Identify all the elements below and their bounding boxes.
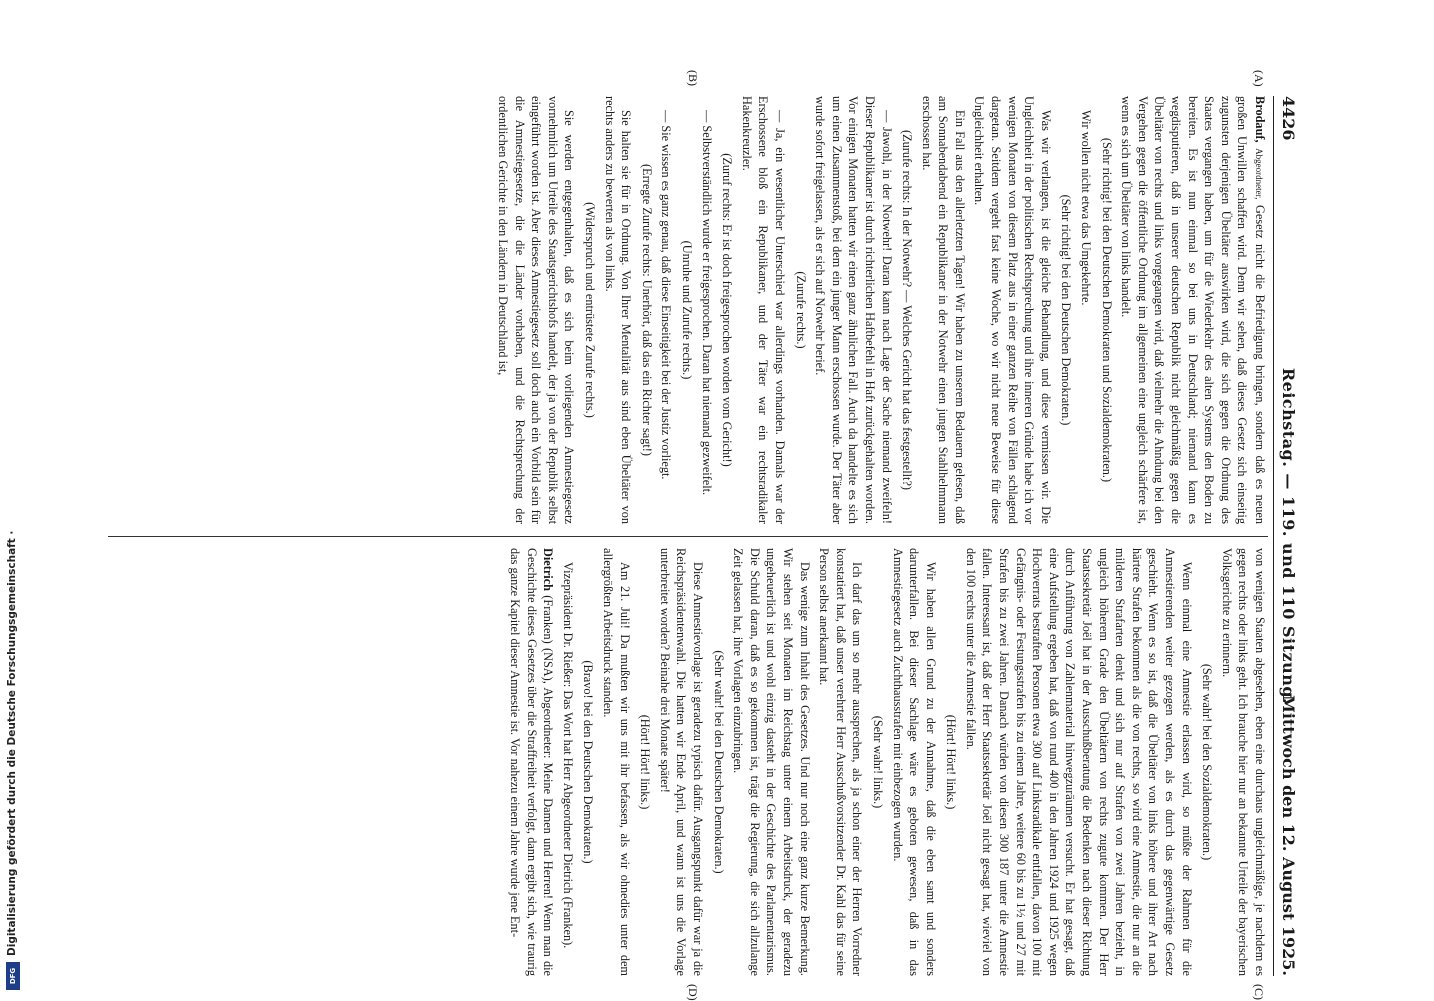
interjection: (Sehr richtig! bei den Deutschen Demokraten.) xyxy=(1059,194,1074,426)
interjection: (Zuruf rechts: Er ist doch freigesprochen worden vom Gericht!) xyxy=(720,153,735,467)
text-paragraph: Am 21. Juli! Da mußten wir uns mit ihr befassen, als wir ohnedies unter dem allergrößten Arbeitsdruck standen. xyxy=(601,548,632,976)
text-paragraph: Vizepräsident Dr. Rießer: Das Wort hat Herr Abgeordneter Dietrich (Franken). xyxy=(560,562,575,949)
interjection: (Zurufe rechts: In der Notwehr? — Welches Gericht hat das festgestellt?) xyxy=(900,129,915,491)
text-paragraph: Wir wollen nicht etwa das Umgekehrte. xyxy=(1079,110,1094,306)
interjection: (Unruhe und Zurufe rechts.) xyxy=(680,240,694,380)
speech-paragraph xyxy=(1118,96,1268,524)
interjection: (Erregte Zurufe rechts: Unerhört, daß das ein Richter sagt!) xyxy=(639,164,654,456)
interjection: (Hört! Hört! links.) xyxy=(944,714,959,810)
interjection: (Bravo! bei den Deutschen Demokraten.) xyxy=(581,660,596,864)
margin-mark-a: (A) xyxy=(1252,70,1266,87)
margin-mark-c: (C) xyxy=(1252,984,1266,1000)
interjection: (Sehr richtig! bei den Deutschen Demokraten und Sozialdemokraten.) xyxy=(1099,137,1114,483)
interjection: (Sehr wahr! bei den Deutschen Demokraten.) xyxy=(711,650,726,874)
column-divider xyxy=(108,536,1268,537)
interjection: (Widerspruch und entrüstete Zurufe rechts.) xyxy=(583,202,598,418)
interjection: (Hört! Hört! links.) xyxy=(638,714,653,810)
page-header xyxy=(1273,96,1300,976)
text-paragraph: — Jawohl, in der Notwehr! Daran kann nach Lage der Sache niemand zweifeln! Dieser Republikaner ist durch richterlichen Haftbefehl in Haft zurückgehalten worden. Vor einigen Monaten hatten wir einen ganz ähnlichen Fall. Auch da handelte es sich um einen Zusammenstoß, bei dem ein junger Mann erschossen wurde. Der Täter aber wurde sofort freigelassen, als er sich auf Notwehr berief. xyxy=(813,96,894,524)
text-paragraph: — Selbstverständlich wurde er freigesprochen. Daran hat niemand gezweifelt. xyxy=(699,110,714,496)
text-paragraph: Das wenige zum Inhalt des Gesetzes. Und nur noch eine ganz kurze Bemerkung. Wir stehen seit Monaten im Reichstag unter einem Arbeitsdruck, der geradezu ungeheuerlich ist und wohl einzig dasteht in der Geschichte des Parlamentarismus. Die Schuld daran, daß es so gekommen ist, trägt die Regierung, die sich allzulange Zeit gelassen hat, ihre Vorlagen einzubringen. xyxy=(731,548,812,976)
dfg-logo xyxy=(6,962,20,990)
header-title: Reichstag. — 119. und 110 Sitzung. xyxy=(1279,367,1298,705)
text-paragraph: Sie werden entgegenhalten, daß es sich beim vorliegenden Amnestiegesetz vornehmlich um Urteile des Staatsgerichtshofs handelt, der ja von der Republik selbst eingeführt worden ist. Aber dieses Amnestiegesetz soll doch auch ein Vorbild sein für die Amnestiegesetze, die die Länder vorhaben, und die Rechtsprechung der ordentlichen Gerichte in den Ländern in Deutschland ist, xyxy=(496,96,577,524)
dfg-logo-text: DFG xyxy=(9,967,17,985)
text-paragraph: Wenn einmal eine Amnestie erlassen wird, so müßte der Rahmen für die Amnestierenden weiter gezogen werden, als es durch das gegenwärtige Gesetz geschieht. Wenn es so ist, daß die Übeltäter von links höhere und ihrer Art nach härtere Strafen bekommen als die von rechts, so wird eine Amnestie, die nur an die milderen Strafarten denkt und sich nur auf Strafen von zwei Jahren bezieht, in ungleich höherem Grade den Übeltätern von rechts zugute kommen. Der Herr Staatssekretär Joël hat in der Ausschußberatung die Bedenken nach dieser Richtung durch Anführung von Zahlenmaterial hinwegzuräumen versucht. Er hat gesagt, daß eine Aufstellung ergeben hat, daß von rund 400 in den Jahren 1924 und 1925 wegen Hochverrats bestraften Personen etwa 300 auf Linksradikale entfallen, davon 100 mit Gefängnis- oder Festungsstrafen bis zu einem Jahre, weitere 60 bis zu 1½ und 27 mit Strafen bis zu zwei Jahren. Danach würden von diesen 300 187 unter die Amnestie fallen. Interessant ist, daß der Herr Staatssekretär Joël nicht gesagt hat, wieviel von den 100 rechts unter die Amnestie fallen. xyxy=(963,548,1194,976)
page-number: 4426 xyxy=(1279,96,1298,141)
right-column xyxy=(100,548,1268,976)
speaker-name: Dietrich xyxy=(541,548,556,592)
interjection: (Zurufe rechts.) xyxy=(793,271,808,349)
speech-paragraph xyxy=(506,548,556,976)
text-paragraph: Ich darf das um so mehr aussprechen, als ja schon einer der Herren Vorredner konstatiert hat, daß unser verehrter Herr Ausschußvorsitzender Dr. Kahl das für seine Person selbst anerkannt hat. xyxy=(817,548,865,976)
margin-mark-b: (B) xyxy=(686,70,700,86)
text-paragraph: von wenigen Staaten abgesehen, eben eine durchaus ungleichmäßige, je nachdem es gegen rechts oder links geht. Ich brauche hier nur an bekannte Urteile der bayerischen Volksgerichte zu erinnern. xyxy=(1219,548,1267,976)
margin-mark-d: (D) xyxy=(686,984,700,1001)
left-column xyxy=(100,96,1268,524)
text-paragraph: Was wir verlangen, ist die gleiche Behandlung, und diese vermissen wir. Die Ungleichheit in der politischen Rechtsprechung und ihre inneren Gründe habe ich vor wenigen Monaten von diesem Platz aus in einer ganzen Reihe von Fällen schlagend dargetan. Seitdem vergeht fast keine Woche, wo wir nicht neue Beweise für diese Ungleichheit erhalten. xyxy=(972,96,1053,524)
interjection: (Sehr wahr! links.) xyxy=(870,715,885,809)
interjection: (Sehr wahr! bei den Sozialdemokraten.) xyxy=(1200,663,1215,861)
speech-text: Gesetz nicht die Befriedigung bringen, sondern daß es neuen großen Unwillen schaffen wird. Denn wir sehen, daß dieses Gesetz sich einseitig zugunsten derjenigen Übeltäter auswirken wird, die sich gegen die Ordnung des Staates vergangen haben, um für die Wiederkehr des alten Systems den Boden zu bereiten. Es ist nun einmal so bei uns in Deutschland; niemand kann es wegdisputieren, daß in unserer deutschen Republik nicht gleichmäßig gegen die Übeltäter von rechts und links vorgegangen wird, daß vielmehr die Ahndung bei den Vergehen gegen die öffentliche Ordnung im allgemeinen eine ungleich schärfere ist, wenn es sich um Übeltäter von links handelt. xyxy=(1119,96,1267,524)
document-page xyxy=(90,70,1300,1001)
text-paragraph: Sie halten sie für in Ordnung. Von Ihrer Mentalität aus sind eben Übeltäter von rechts anders zu bewerten als von links. xyxy=(602,96,634,524)
text-paragraph: — Sie wissen es ganz genau, daß diese Einseitigkeit bei der Justiz vorliegt. xyxy=(659,110,674,480)
digitization-notice xyxy=(6,10,20,990)
text-paragraph: — Ja, ein wesentlicher Unterschied war allerdings vorhanden. Damals war der Erschossene bloß ein Republikaner, und der Täter war ein rechtsradikaler Hakenkreuzler. xyxy=(739,96,787,524)
text-paragraph: Ein Fall aus den allerletzten Tagen! Wir haben zu unserem Bedauern gelesen, daß am Sonnabendabend ein Republikaner in der Notwehr einen jungen Stahlhelmmann erschossen hat. xyxy=(919,96,967,524)
header-date: Mittwoch den 12. August 1925. xyxy=(1279,695,1298,976)
text-paragraph: Wir haben allen Grund zu der Annahme, daß die eben samt und sonders darunterfallen. Bei dieser Sachlage wäre es geboten gewesen, daß in das Amnestiegesetz auch Zuchthausstrafen mit einbezogen wurden. xyxy=(890,548,938,976)
speaker-note: Abgeordneter, xyxy=(1254,148,1264,200)
speech-text: (Franken) (NSA), Abgeordneter: Meine Damen und Herren! Wenn man die Geschichte dieses Gesetzes über die Straffreiheit verfolgt, dann ergibt sich, wie traurig das ganze Kapitel dieser Amnestie ist. Vor nahezu einem Jahre wurde jene Ent- xyxy=(508,548,556,976)
speaker-name: Brodauf, xyxy=(1253,96,1267,143)
text-paragraph: Diese Amnestievorlage ist geradezu typisch dafür. Ausgangspunkt dafür war ja die Reichspräsidentenwahl. Die hatten wir Ende April, und wann ist uns die Vorlage unterbreitet worden? Beinahe drei Monate später! xyxy=(657,548,705,976)
funding-note: Digitalisierung gefördert durch die Deutsche Forschungsgemeinschaft · xyxy=(6,530,18,956)
